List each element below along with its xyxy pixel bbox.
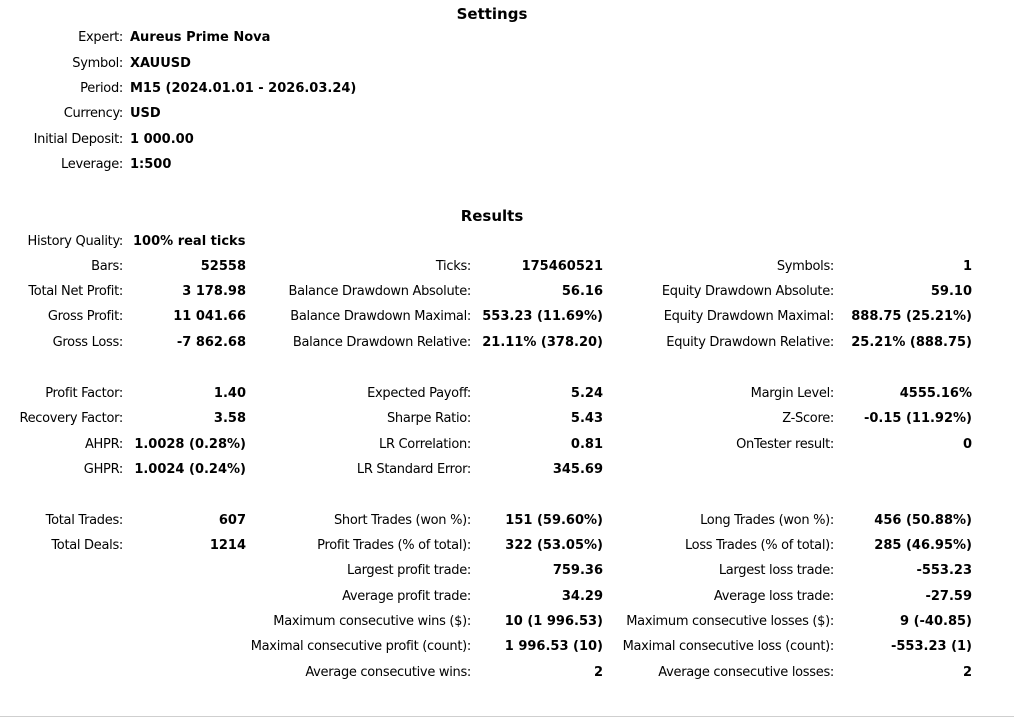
- metric-label: Equity Drawdown Relative:: [666, 335, 834, 350]
- metric-label: Expected Payoff:: [367, 386, 471, 401]
- currency-label: Currency:: [63, 106, 123, 121]
- metric-label: Gross Profit:: [47, 309, 123, 324]
- metric-value: 25.21% (888.75): [851, 335, 972, 350]
- metric-label: Total Net Profit:: [28, 284, 123, 299]
- metric-label: Z-Score:: [782, 411, 834, 426]
- leverage-label: Leverage:: [61, 157, 123, 172]
- metric-label: Balance Drawdown Relative:: [292, 335, 471, 350]
- metric-value: 1 996.53 (10): [504, 639, 603, 654]
- metric-label: LR Standard Error:: [356, 462, 471, 477]
- symbol-value: XAUUSD: [130, 56, 191, 71]
- metric-label: Average consecutive wins:: [305, 665, 471, 680]
- metric-label: Long Trades (won %):: [700, 513, 834, 528]
- metric-label: Sharpe Ratio:: [386, 411, 471, 426]
- period-value: M15 (2024.01.01 - 2026.03.24): [130, 81, 357, 96]
- metric-value: 285 (46.95%): [874, 538, 972, 553]
- metric-value: 1.40: [213, 386, 246, 401]
- metric-value: 456 (50.88%): [874, 513, 972, 528]
- metric-value: 2: [962, 665, 972, 680]
- leverage-value: 1:500: [130, 157, 172, 172]
- metric-label: Maximum consecutive losses ($):: [626, 614, 834, 629]
- metric-label: GHPR:: [83, 462, 123, 477]
- metric-label: Profit Factor:: [45, 386, 123, 401]
- metric-value: -0.15 (11.92%): [863, 411, 972, 426]
- metric-label: Total Deals:: [51, 538, 123, 553]
- metric-value: 175460521: [521, 259, 603, 274]
- metric-value: 10 (1 996.53): [504, 614, 603, 629]
- metric-label: Symbols:: [776, 259, 834, 274]
- metric-value: -27.59: [925, 589, 972, 604]
- metric-label: Profit Trades (% of total):: [317, 538, 471, 553]
- metric-value: 34.29: [561, 589, 603, 604]
- metric-value: 151 (59.60%): [505, 513, 603, 528]
- expert-value: Aureus Prime Nova: [130, 30, 271, 45]
- metric-label: Bars:: [91, 259, 123, 274]
- metric-value: 322 (53.05%): [505, 538, 603, 553]
- currency-value: USD: [130, 106, 161, 121]
- metric-label: Balance Drawdown Maximal:: [290, 309, 471, 324]
- metric-value: 1214: [209, 538, 246, 553]
- metric-label: Maximal consecutive profit (count):: [250, 639, 471, 654]
- metric-label: Maximal consecutive loss (count):: [622, 639, 834, 654]
- metric-label: OnTester result:: [736, 437, 834, 452]
- metric-label: Short Trades (won %):: [333, 513, 471, 528]
- metric-value: 3.58: [213, 411, 246, 426]
- metric-label: Total Trades:: [45, 513, 123, 528]
- metric-label: LR Correlation:: [379, 437, 471, 452]
- bottom-divider: [0, 716, 1014, 717]
- history-quality-label: History Quality:: [27, 234, 123, 249]
- metric-value: 21.11% (378.20): [482, 335, 603, 350]
- results-title: Results: [460, 207, 524, 225]
- metric-value: 888.75 (25.21%): [851, 309, 972, 324]
- metric-value: 5.24: [570, 386, 603, 401]
- metric-value: 0: [962, 437, 972, 452]
- metric-value: 9 (-40.85): [900, 614, 972, 629]
- metric-label: Largest loss trade:: [718, 563, 834, 578]
- symbol-label: Symbol:: [72, 56, 123, 71]
- metric-value: 52558: [200, 259, 246, 274]
- metric-value: 3 178.98: [182, 284, 246, 299]
- history-quality-value: 100% real ticks: [133, 234, 246, 249]
- metric-value: 1: [962, 259, 972, 274]
- metric-label: Average loss trade:: [713, 589, 834, 604]
- metric-value: 607: [218, 513, 246, 528]
- deposit-value: 1 000.00: [130, 132, 194, 147]
- settings-title: Settings: [456, 5, 528, 23]
- metric-value: 5.43: [570, 411, 603, 426]
- metric-value: -553.23: [916, 563, 972, 578]
- metric-value: 1.0024 (0.24%): [134, 462, 246, 477]
- metric-value: 59.10: [930, 284, 972, 299]
- metric-label: Largest profit trade:: [347, 563, 471, 578]
- period-label: Period:: [80, 81, 123, 96]
- metric-value: 0.81: [570, 437, 603, 452]
- metric-value: 56.16: [561, 284, 603, 299]
- metric-value: 553.23 (11.69%): [482, 309, 603, 324]
- metric-value: 345.69: [552, 462, 603, 477]
- metric-label: Loss Trades (% of total):: [684, 538, 834, 553]
- metric-value: 1.0028 (0.28%): [134, 437, 246, 452]
- metric-label: AHPR:: [84, 437, 123, 452]
- metric-value: -553.23 (1): [890, 639, 972, 654]
- metric-label: Equity Drawdown Maximal:: [663, 309, 834, 324]
- metric-label: Average profit trade:: [342, 589, 471, 604]
- deposit-label: Initial Deposit:: [33, 132, 123, 147]
- metric-label: Gross Loss:: [52, 335, 123, 350]
- metric-value: 759.36: [552, 563, 603, 578]
- metric-label: Maximum consecutive wins ($):: [273, 614, 471, 629]
- metric-label: Equity Drawdown Absolute:: [661, 284, 834, 299]
- metric-value: 2: [593, 665, 603, 680]
- expert-label: Expert:: [78, 30, 123, 45]
- metric-label: Recovery Factor:: [19, 411, 123, 426]
- metric-value: 11 041.66: [173, 309, 246, 324]
- metric-label: Average consecutive losses:: [658, 665, 834, 680]
- metric-value: 4555.16%: [899, 386, 972, 401]
- metric-label: Margin Level:: [750, 386, 834, 401]
- metric-label: Ticks:: [435, 259, 471, 274]
- metric-value: -7 862.68: [176, 335, 246, 350]
- metric-label: Balance Drawdown Absolute:: [288, 284, 471, 299]
